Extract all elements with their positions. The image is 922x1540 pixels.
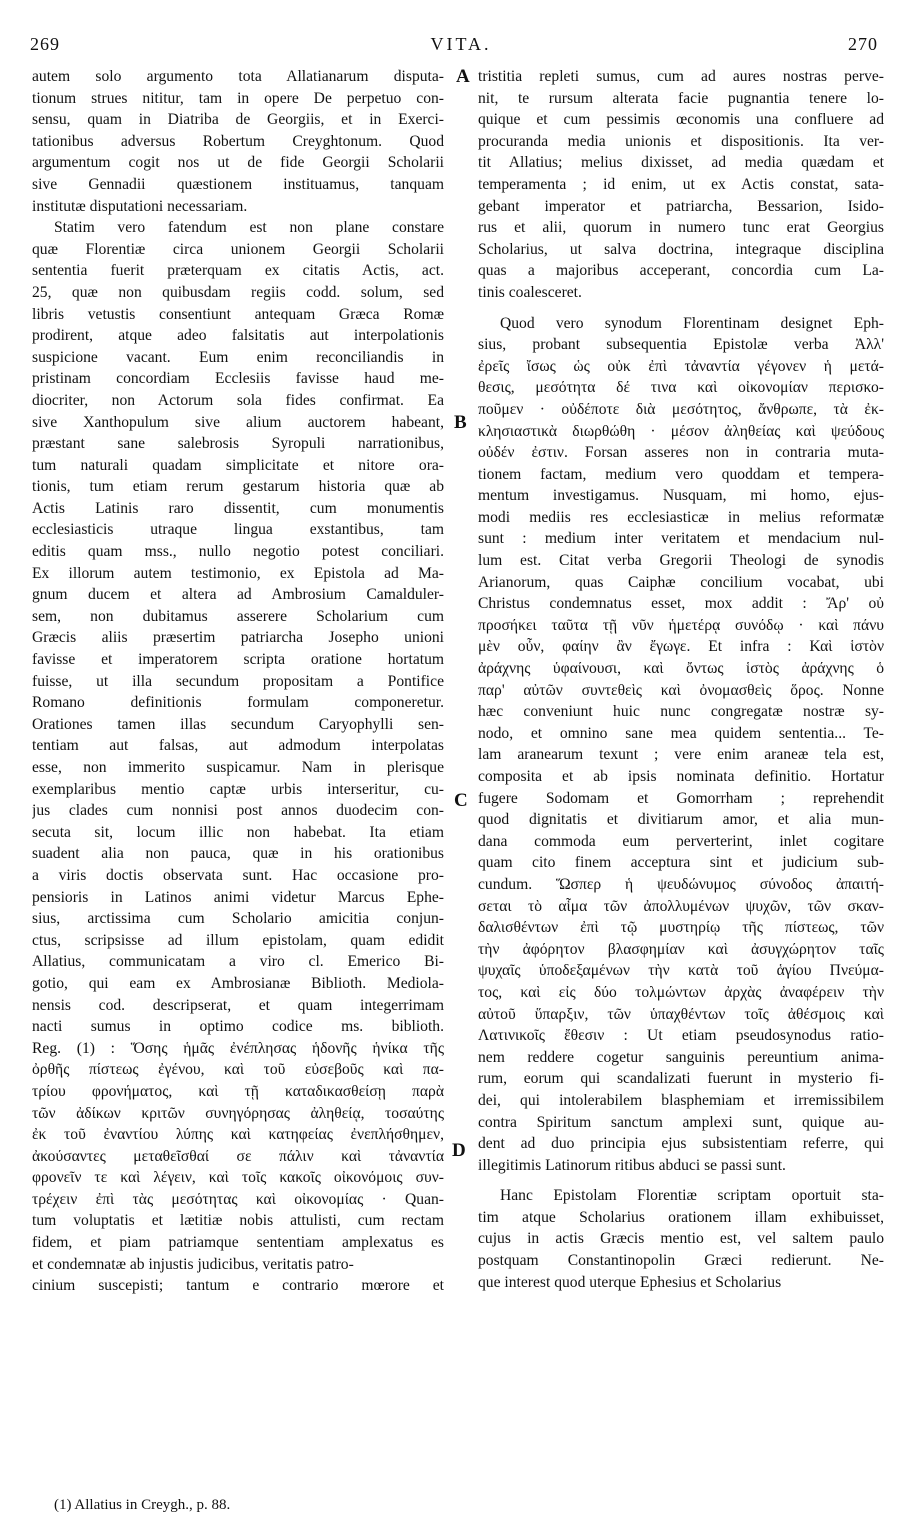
text-line: tristitia repleti sumus, cum ad aures nostras perve- [478, 68, 884, 85]
text-line: exemplaribus mentio captæ urbis interseritur, cu- [32, 780, 444, 798]
text-line: favisse et imperatorem scripta oratione hortatum [32, 651, 444, 669]
text-line: postquam Constantinopolin Græci redierunt. Ne- [478, 1252, 884, 1270]
page-number-right: 270 [848, 34, 878, 54]
text-line: θεσις, μεσότητα δέ τινα καὶ οἰκονομίαν περισκο- [478, 379, 884, 397]
text-line: Scholarius, ut salva doctrina, integraque disciplina [478, 240, 884, 258]
text-line: tentiam aut falsas, aut admodum interpolatas [32, 737, 444, 755]
text-line: jus clades cum nonnisi post annos duodecim con- [32, 802, 444, 820]
text-line: quique et cum pessimis œconomis una confluere ad [478, 111, 884, 129]
text-line: Allatius, communicatam a viro cl. Emerico Bi- [32, 953, 444, 971]
text-line: illegitimis Latinorum ritibus abduci se passi sunt. [478, 1156, 786, 1174]
text-line: φρονεῖν τε καὶ λέγειν, καὶ τοῖς κακοῖς οἰκονόμοις συν- [32, 1169, 444, 1187]
text-line: ποῦμεν · οὐδέποτε διὰ μεσότητος, ἄνθρωπε, τὰ ἐκ- [478, 400, 884, 418]
text-line: sunt : medium inter veritatem et mendacium nul- [478, 530, 884, 548]
margin-marker-a: A [456, 66, 470, 87]
right-column [478, 66, 884, 1293]
footnote: (1) Allatius in Creygh., p. 88. [54, 1497, 231, 1513]
page-number-left: 269 [30, 34, 60, 54]
text-line: pristinam concordiam Ecclesiis favisse haud me- [32, 370, 444, 388]
text-line: ἐκ τοῦ ἐναντίου λύπης καὶ κατηφείας ἐνεπλήσθημεν, [32, 1126, 444, 1144]
text-line: secuta sit, locum illic non habebat. Ita etiam [32, 823, 444, 841]
text-line: Romano definitionis formulam componeretur. [32, 694, 444, 712]
text-line: rus et alii, quorum in numero tunc erat Georgius [478, 219, 884, 237]
text-line: procuranda media unionis et dispositionis. Ita ver- [478, 132, 884, 150]
text-line: Quod vero synodum Florentinam designet Eph- [500, 314, 884, 332]
text-line: præstant sane salebrosis Syropuli narrationibus, [32, 435, 444, 453]
text-line: editis quam mss., nullo negotio potest conciliari. [32, 543, 444, 561]
text-line: προσήκει ταῦτα τῇ νῦν ἡμετέρᾳ συνόδῳ · καὶ πάνυ [478, 616, 884, 634]
text-line: lum est. Citat verba Gregorii Theologi de synodis [478, 552, 884, 570]
text-line: nit, te rursum alterata facie pugnantia tenere lo- [478, 89, 884, 107]
text-line: sensu, quam in Diatriba de Georgiis, et in Exerci- [32, 111, 444, 129]
text-line: quas a majoribus acceperant, concordia cum La- [478, 262, 884, 280]
text-line: δαλισθέντων ἐπὶ τῷ μυστηρίῳ τῆς πίστεως, τῶν [478, 919, 884, 937]
text-line: suspicione vacant. Eum enim reconciliandis in [32, 348, 444, 366]
text-line: rum, eorum qui scandalizati fuerunt in mysterio fi- [478, 1070, 884, 1088]
text-line: οὐδέν ἐστιν. Forsan asseres non in contraria muta- [478, 444, 884, 462]
text-line: fuisse, ut illa secundum propositam a Pontifice [32, 672, 444, 690]
text-line: prodirent, atque adeo falsitatis aut interpolationis [32, 327, 444, 345]
text-line: composita et ab ipsis nominata definitio. Hortatur [478, 768, 884, 785]
text-line: nensis cod. descripserat, et quam integerrimam [32, 996, 444, 1014]
text-line: Reg. (1) : Ὅσης ἡμᾶς ἐνέπλησας ἡδονῆς ἡνίκα τῆς [32, 1039, 444, 1057]
text-line: dana commoda eum perverterint, inlet cogitare [478, 832, 884, 850]
text-line: παρ' αὐτῶν συντεθεὶς καὶ ὀνομασθεὶς ὅρος. Nonne [478, 681, 884, 699]
text-line: tum voluptatis et lætitiæ nobis attulisti, cum rectam [32, 1212, 444, 1230]
text-line: sius, arctissima cum Scholario amicitia conjun- [32, 910, 444, 928]
text-line: ἀράχνης ὑφαίνουσι, καὶ ὄντως ἱστὸς ἀράχνης ὁ [478, 660, 884, 678]
text-line: nem reddere cogetur sanguinis pereuntium anima- [478, 1048, 884, 1066]
text-line: lam aranearum texunt ; vere enim araneæ tela est, [478, 746, 884, 764]
text-line: Λατινικοῖς ἔθεσιν : Ut etiam pseudosynodus ratio- [478, 1027, 884, 1045]
text-line: gebant imperator et patriarcha, Bessarion, Isido- [478, 197, 884, 215]
text-line: Statim vero fatendum est non plane constare [54, 219, 444, 237]
text-line: ὀρθῆς πίστεως ἐγένου, καὶ τοῦ εὐσεβοῦς καὶ πα- [32, 1061, 444, 1079]
text-line: Ex illorum autem testimonio, ex Epistola ad Ma- [32, 564, 444, 582]
text-line: a viris doctis observata sunt. Hac occasione pro- [32, 866, 444, 884]
text-line: pensioris in Latinos animi videtur Marcus Ephe- [32, 888, 444, 906]
text-line: tationibus adversus Robertum Creyghtonum. Quod [32, 132, 444, 150]
text-line: temperamenta ; id enim, ut ex Actis constat, sata- [478, 175, 884, 193]
text-line: τὴν ἀφόρητον βλασφημίαν καὶ ἀσυγχώρητον ταῖς [478, 940, 884, 958]
text-line: Arianorum, quas Caiphæ concilium vocabat, ubi [478, 573, 884, 591]
text-line: tionem factam, medium vero quoddam et tempera- [478, 465, 884, 483]
text-line: argumentum cogit nos ut de fide Georgii Scholarii [32, 154, 444, 172]
running-title: VITA. [430, 34, 492, 54]
text-line: sem, non dubitamus asserere Scholarium cum [32, 607, 444, 625]
margin-marker-c: C [454, 790, 468, 811]
text-line: sive Xanthopulum sive alium auctorem habeant, [32, 413, 444, 431]
text-line: ἐρεῖς ἴσως ὡς οὐκ ἐπὶ τἀναντία γέγονεν ἡ μετά- [478, 357, 884, 375]
text-line: tinis coalesceret. [478, 283, 582, 301]
text-line: que interest quod uterque Ephesius et Scholarius [478, 1273, 782, 1291]
text-line: contra Spiritum sanctum amplexi sunt, quique au- [478, 1113, 884, 1131]
text-line: modi mediis res ecclesiasticæ in melius reformatæ [478, 508, 884, 526]
text-line: cinium suscepisti; tantum e contrario mœrore et [32, 1277, 444, 1295]
text-line: libris vetustis consentiunt antequam Græca Romæ [32, 305, 444, 323]
margin-marker-d: D [452, 1140, 466, 1161]
text-line: gotio, qui eam ex Ambrosianæ Biblioth. Mediola- [32, 974, 444, 992]
margin-marker-b: B [454, 412, 467, 433]
left-column [32, 66, 444, 1297]
text-line: 25, quæ non quibusdam regiis codd. solum, sed [32, 283, 444, 301]
text-line: Græcis aliis præsertim patriarcha Josepho unioni [32, 629, 444, 647]
text-line: μὲν οὖν, φαίην ἂν ἔγωγε. Et infra : Καὶ ἱστὸν [478, 638, 884, 656]
text-line: suadent alia non pauca, quæ in his orationibus [32, 845, 444, 863]
text-line: dei, qui intolerabilem blasphemiam et irremissibilem [478, 1091, 884, 1109]
text-line: quæ Florentiæ circa unionem Georgii Scholarii [32, 240, 444, 258]
text-line: diocriter, non Actorum sola fides confirmat. Ea [32, 391, 444, 409]
text-line: cundum. Ὥσπερ ἡ ψευδώνυμος σύνοδος ἀπαιτή- [478, 875, 884, 893]
text-line: institutæ disputationi necessariam. [32, 197, 248, 215]
text-line: et condemnatæ ab injustis judicibus, veritatis patro- [32, 1255, 354, 1273]
text-line: sius, probant subsequentia Epistolæ verba Ἀλλ' [478, 336, 884, 354]
text-line: nacti sumus in optimo codice ms. biblioth. [32, 1018, 444, 1036]
text-line: ἀκούσαντες μεταθεῖσθαί σε πάλιν καὶ τἀναντία [32, 1147, 444, 1165]
text-line: σεται τὸ αἷμα τῶν ἀπολλυμένων ψυχῶν, τῶν σκαν- [478, 897, 884, 915]
text-line: τος, καὶ εἰς δύο τολμώντων ἀρχὰς ἀναφέρειν τὴν [478, 983, 884, 1001]
text-line: dent ad duo principia ejus subsistentiam referre, qui [478, 1135, 884, 1153]
text-line: fidem, et piam patriamque sententiam amplexatus es [32, 1234, 444, 1252]
text-line: Actis Latinis raro dissentit, cum monumentis [32, 499, 444, 517]
text-line: sententia fuerit præterquam ex citatis Actis, act. [32, 262, 444, 280]
text-line: esse, non immerito suspicamur. Nam in plerisque [32, 759, 444, 776]
text-line: Christus condemnatus esset, mox addit : Ἄρ' οὐ [478, 595, 884, 613]
text-line: cujus in actis Græcis mentio est, vel saltem paulo [478, 1230, 884, 1248]
text-line: ctus, scripsisse ad illum epistolam, quam edidit [32, 931, 444, 949]
text-line: τρίου φρονήματος, καὶ τῇ καταδικασθείσῃ παρὰ [32, 1082, 444, 1100]
text-line: mentum investigamus. Nusquam, mi homo, ejus- [478, 487, 884, 505]
text-line: ψυχαῖς ὑποδεξαμένων τὴν κατὰ τοῦ ἁγίου Πνεύμα- [478, 962, 884, 980]
text-line: sive Gennadii quæstionem instituamus, tanquam [32, 175, 444, 193]
text-line: ecclesiasticis utraque lingua exstantibus, tam [32, 521, 444, 539]
text-line: τῶν ἀδίκων κριτῶν συνηγόρησας ἀληθείᾳ, τοσαύτης [32, 1104, 444, 1122]
text-line: αὐτοῦ ὕπαρξιν, τῶν ὑπαχθέντων τοῖς ἀθέσμοις καὶ [478, 1005, 884, 1023]
text-line: τρέχειν ἐπὶ τὰς μεσότητας καὶ οἰκονομίας · Quan- [32, 1190, 444, 1208]
text-line: tit Allatius; melius dixisset, ad media quædam et [478, 154, 884, 172]
text-line: quod dignitatis et divitiarum amor, et alia mun- [478, 811, 884, 829]
text-line: autem solo argumento tota Allatianarum disputa- [32, 68, 444, 85]
text-line: Orationes tamen illas secundum Caryophylli sen- [32, 715, 444, 733]
text-line: hæc conveniunt huic nunc congregatæ nostræ sy- [478, 703, 884, 721]
text-line: quam cito finem acceptura sint et judicium sub- [478, 854, 884, 872]
text-line: tionis, tum etiam rerum gestarum historia quæ ab [32, 478, 444, 496]
text-line: nodo, et omnino sane mea quidem sententia... Te- [478, 724, 884, 742]
text-line: gnum ducem et altera ad Ambrosium Camalduler- [32, 586, 444, 604]
text-line: fugere Sodomam et Gomorrham ; reprehendit [478, 789, 884, 807]
text-line: κλησιαστικὰ διωρθώθη · μέσον ἀληθείας καὶ ψεύδους [478, 422, 884, 440]
text-line: tim atque Scholarius orationem illam exhibuisset, [478, 1208, 884, 1226]
text-line: tum naturali quadam simplicitate et nitore ora- [32, 456, 444, 474]
text-line: tionum strues nititur, tam in opere De perpetuo con- [32, 89, 444, 107]
text-line: Hanc Epistolam Florentiæ scriptam oportuit sta- [500, 1187, 884, 1205]
